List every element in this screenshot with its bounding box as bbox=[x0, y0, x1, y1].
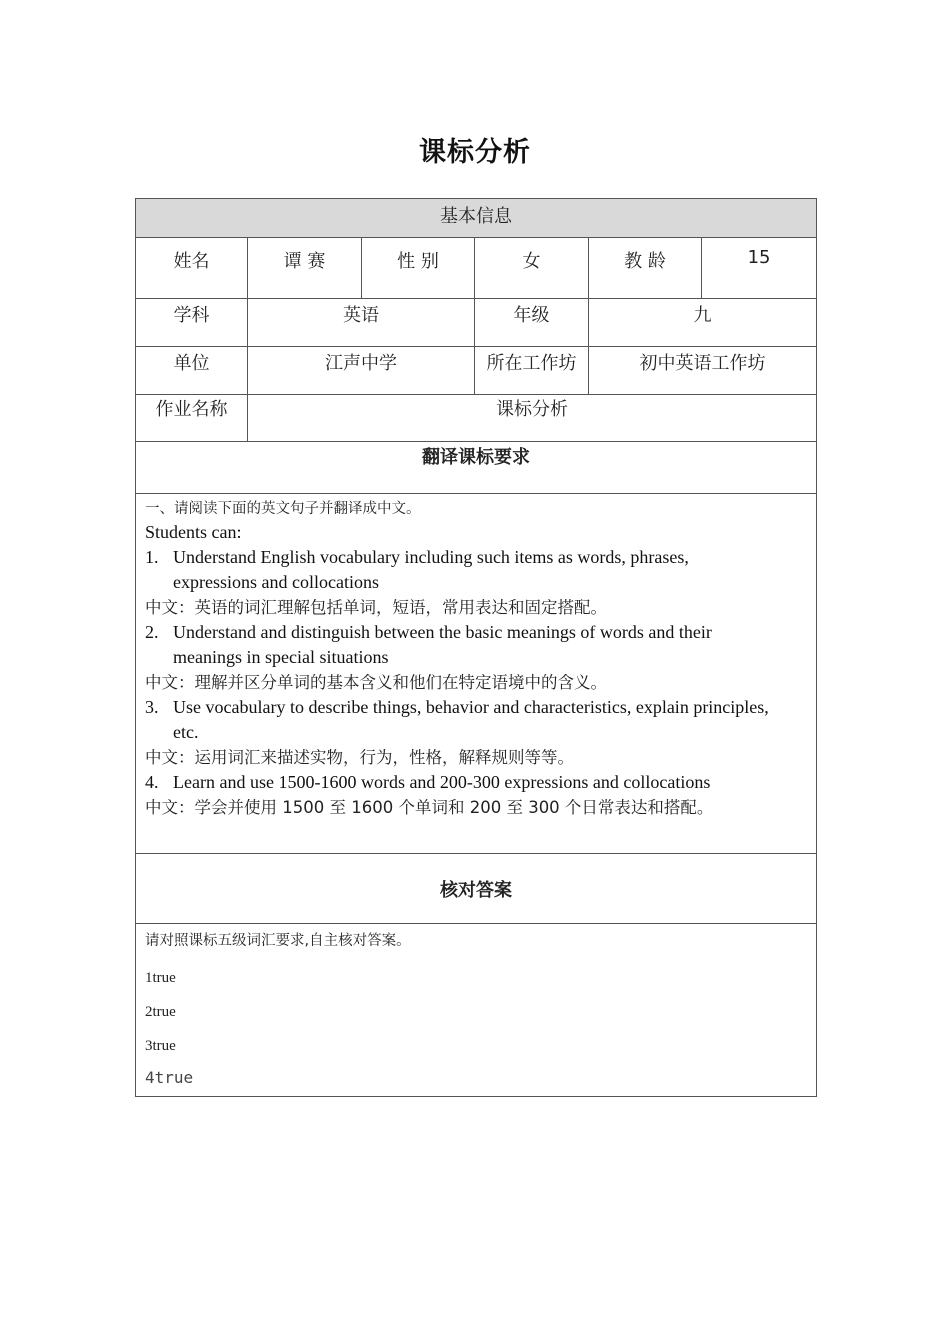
personal-info-row bbox=[136, 238, 817, 299]
answer-item: 2true bbox=[145, 1004, 176, 1020]
translate-content-row bbox=[136, 494, 817, 854]
answer-item: 1true bbox=[145, 970, 176, 986]
workshop-value-cell bbox=[589, 347, 817, 395]
answer-section-title: 核对答案 bbox=[440, 879, 513, 901]
workshop-value: 初中英语工作坊 bbox=[639, 353, 766, 374]
teaching-years-label-cell bbox=[589, 238, 702, 299]
gender-value-cell bbox=[475, 238, 589, 299]
requirement-item-1 bbox=[145, 545, 806, 595]
unit-value: 江声中学 bbox=[325, 353, 397, 374]
requirement-item-2 bbox=[145, 620, 806, 670]
assignment-form-table bbox=[135, 198, 817, 1097]
requirement-item-4 bbox=[145, 770, 806, 795]
unit-label-cell bbox=[136, 347, 248, 395]
subject-row bbox=[136, 299, 817, 347]
translate-instructions: 一、请阅读下面的英文句子并翻译成中文。 bbox=[145, 501, 421, 517]
teaching-years-label: 教 龄 bbox=[624, 251, 666, 272]
assignment-label: 作业名称 bbox=[155, 399, 228, 420]
subject-value-cell bbox=[248, 299, 475, 347]
assignment-label-cell bbox=[136, 395, 248, 442]
name-label-cell bbox=[136, 238, 248, 299]
requirement-number: 3. bbox=[145, 697, 159, 717]
answer-content-row bbox=[136, 924, 817, 1097]
requirement-english-line: meanings in special situations bbox=[173, 647, 389, 667]
requirement-translation: 中文：学会并使用 1500 至 1600 个单词和 200 至 300 个日常表达和搭配。 bbox=[145, 798, 714, 817]
requirement-english-line: etc. bbox=[173, 722, 199, 742]
unit-label: 单位 bbox=[173, 353, 210, 374]
unit-row bbox=[136, 347, 817, 395]
gender-label: 性 别 bbox=[397, 251, 439, 272]
assignment-row bbox=[136, 395, 817, 442]
requirement-item-3 bbox=[145, 695, 806, 745]
assignment-value-cell bbox=[248, 395, 817, 442]
answer-item: 3true bbox=[145, 1038, 176, 1054]
subject-value: 英语 bbox=[343, 305, 379, 326]
answer-content bbox=[136, 924, 817, 1097]
answer-instructions: 请对照课标五级词汇要求,自主核对答案。 bbox=[145, 933, 411, 949]
basic-info-header-row bbox=[136, 199, 817, 238]
grade-value-cell bbox=[589, 299, 817, 347]
requirement-english-line: Understand and distinguish between the basic meanings of words and their bbox=[173, 622, 712, 642]
requirement-translation: 中文：运用词汇来描述实物，行为，性格，解释规则等等。 bbox=[145, 748, 574, 767]
subject-label: 学科 bbox=[173, 305, 210, 326]
gender-value: 女 bbox=[522, 251, 541, 272]
teaching-years-value: 15 bbox=[747, 247, 771, 268]
basic-info-header bbox=[136, 199, 817, 238]
students-can-lead: Students can: bbox=[145, 522, 242, 542]
translate-content bbox=[136, 494, 817, 854]
requirement-translation: 中文：英语的词汇理解包括单词，短语，常用表达和固定搭配。 bbox=[145, 598, 607, 617]
grade-value: 九 bbox=[693, 305, 712, 326]
unit-value-cell bbox=[248, 347, 475, 395]
answer-section-header bbox=[136, 854, 817, 924]
answer-header-row bbox=[136, 854, 817, 924]
subject-label-cell bbox=[136, 299, 248, 347]
answer-item: 4true bbox=[145, 1068, 194, 1087]
name-label: 姓名 bbox=[173, 251, 210, 272]
grade-label: 年级 bbox=[513, 305, 550, 326]
translate-section-title: 翻译课标要求 bbox=[422, 447, 531, 468]
assignment-value: 课标分析 bbox=[496, 399, 569, 420]
name-value: 谭 赛 bbox=[283, 251, 326, 272]
requirement-number: 1. bbox=[145, 547, 159, 567]
basic-info-header-text: 基本信息 bbox=[440, 206, 513, 227]
requirement-english-line: Understand English vocabulary including such items as words, phrases, bbox=[173, 547, 689, 567]
name-value-cell bbox=[248, 238, 362, 299]
gender-label-cell bbox=[362, 238, 475, 299]
workshop-label-cell bbox=[475, 347, 589, 395]
translate-header-row bbox=[136, 442, 817, 494]
document-title: 课标分析 bbox=[419, 137, 531, 168]
requirement-english-line: Learn and use 1500-1600 words and 200-300 expressions and collocations bbox=[173, 772, 711, 792]
requirement-translation: 中文：理解并区分单词的基本含义和他们在特定语境中的含义。 bbox=[145, 673, 607, 692]
grade-label-cell bbox=[475, 299, 589, 347]
translate-section-header bbox=[136, 442, 817, 494]
teaching-years-value-cell bbox=[702, 238, 817, 299]
requirement-english-line: expressions and collocations bbox=[173, 572, 379, 592]
requirement-english-line: Use vocabulary to describe things, behavior and characteristics, explain principles, bbox=[173, 697, 769, 717]
requirement-number: 2. bbox=[145, 622, 159, 642]
workshop-label: 所在工作坊 bbox=[486, 353, 577, 374]
requirement-number: 4. bbox=[145, 772, 159, 792]
